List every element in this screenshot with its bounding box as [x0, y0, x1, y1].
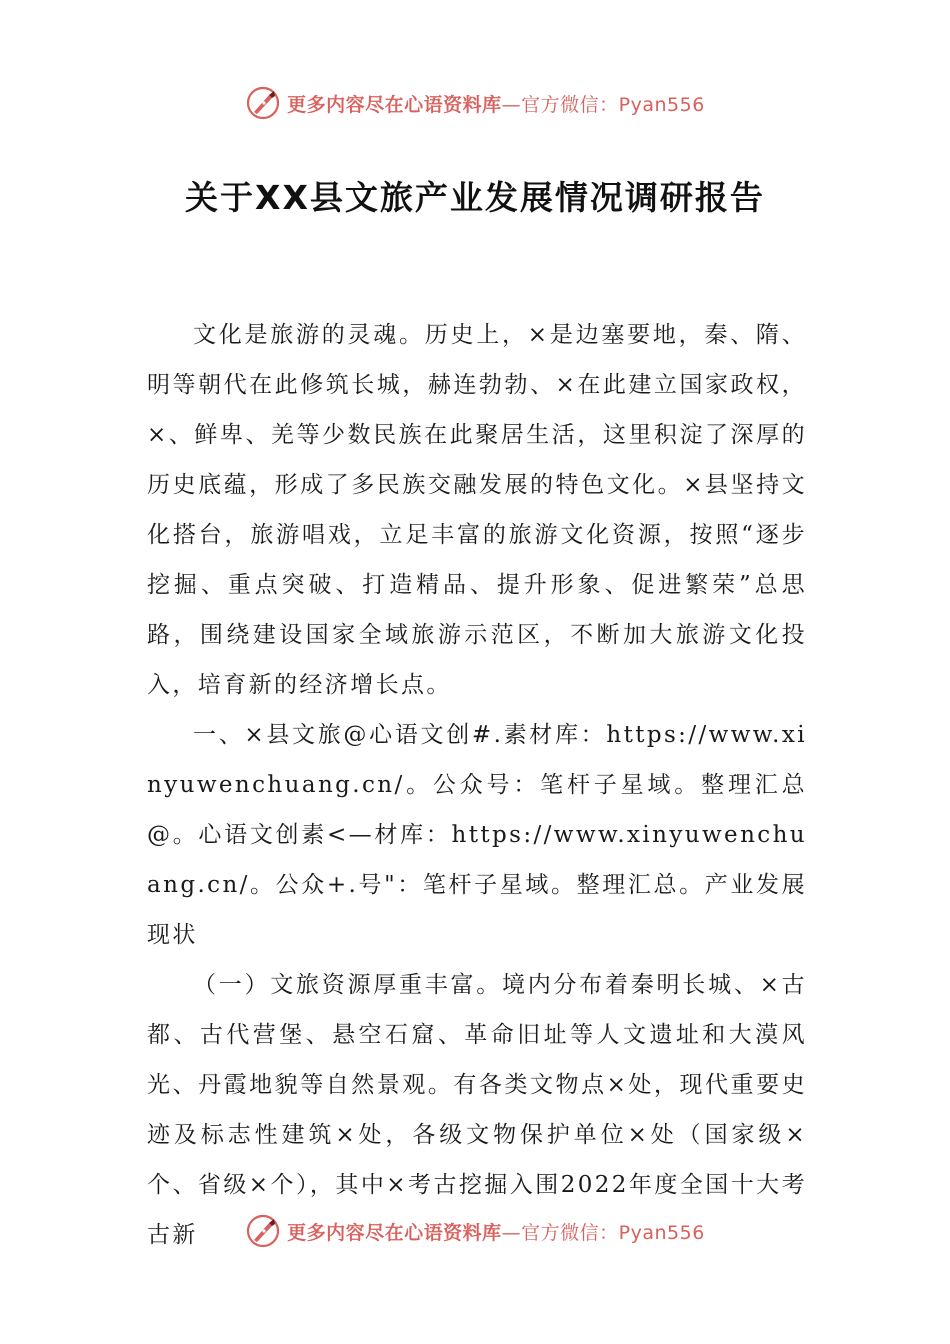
footer-banner: [0, 1206, 950, 1256]
pen-nib-logo-icon: [245, 85, 281, 121]
header-wechat-text: 官方微信：Pyan556: [521, 93, 705, 116]
footer-banner-text: [287, 1218, 705, 1245]
footer-site-text: 更多内容尽在心语资料库: [287, 1221, 502, 1244]
header-banner: [0, 78, 950, 128]
pen-nib-logo-icon: [245, 1213, 281, 1249]
header-separator: —: [501, 93, 522, 116]
footer-wechat-text: 官方微信：Pyan556: [521, 1221, 705, 1244]
document-body: [147, 310, 807, 1260]
header-banner-text: [287, 90, 705, 117]
paragraph-intro: 文化是旅游的灵魂。历史上，×是边塞要地，秦、隋、明等朝代在此修筑长城，赫连勃勃、×在此建立国家政权，×、鲜卑、羌等少数民族在此聚居生活，这里积淀了深厚的历史底蕴，形成了多民族交融发展的特色文化。×县坚持文化搭台，旅游唱戏，立足丰富的旅游文化资源，按照“逐步挖掘、重点突破、打造精品、提升形象、促进繁荣”总思路，围绕建设国家全域旅游示范区，不断加大旅游文化投入，培育新的经济增长点。: [147, 322, 807, 698]
footer-separator: —: [501, 1221, 522, 1244]
paragraph-subsection-1: （一）文旅资源厚重丰富。境内分布着秦明长城、×古都、古代营堡、悬空石窟、革命旧址等人文遗址和大漠风光、丹霞地貌等自然景观。有各类文物点×处，现代重要史迹及标志性建筑×处，各级文物保护单位×处（国家级×个、省级×个），其中×考古挖掘入围2022年度全国十大考古新: [147, 972, 807, 1248]
header-site-text: 更多内容尽在心语资料库: [287, 93, 502, 116]
document-title: 关于XX县文旅产业发展情况调研报告: [185, 178, 765, 217]
paragraph-section-heading: 一、×县文旅@心语文创#.素材库：https://www.xinyuwenchuang.cn/。公众号：笔杆子星域。整理汇总@。心语文创素<—材库：https://www.xinyuwenchuang.cn/。公众+.号"：笔杆子星域。整理汇总。产业发展现状: [147, 722, 807, 948]
